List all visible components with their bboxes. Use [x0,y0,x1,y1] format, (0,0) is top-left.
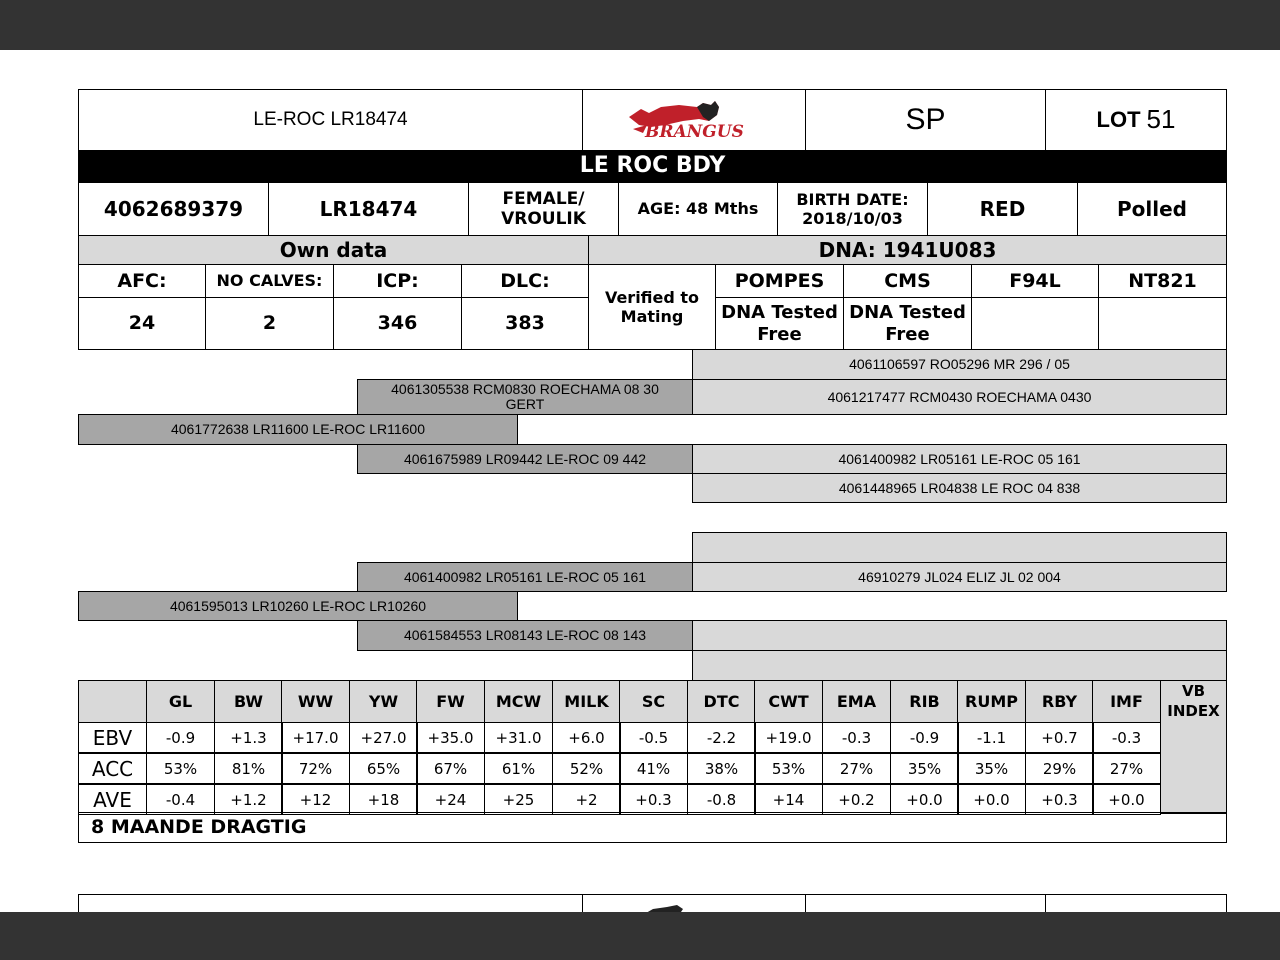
ebv-col-header-imf: IMF [1092,680,1161,723]
afc-value: 24 [78,297,206,350]
ebv-cell: 41% [619,753,688,784]
ebv-cell: +35.0 [416,722,485,753]
vb-index-header: VB INDEX [1160,680,1227,723]
no-calves-header: NO CALVES: [205,264,334,298]
ebv-cell: +27.0 [349,722,418,753]
pedigree-sire-dam-dam: 4061448965 LR04838 LE ROC 04 838 [692,473,1227,503]
pedigree-dam: 4061595013 LR10260 LE-ROC LR10260 [78,591,518,621]
dlc-header: DLC: [461,264,589,298]
pedigree-sire-sire-sire: 4061106597 RO05296 MR 296 / 05 [692,349,1227,380]
ebv-row-label-ave: AVE [78,784,147,815]
ebv-cell: -2.2 [687,722,756,753]
brangus-logo [582,89,806,151]
registration-number: 4062689379 [78,182,269,236]
icp-header: ICP: [333,264,462,298]
pedigree-sire-sire: 4061305538 RCM0830 ROECHAMA 08 30 GERT [357,379,693,415]
ebv-cell: 72% [281,753,350,784]
no-calves-value: 2 [205,297,334,350]
ebv-cell: -0.9 [890,722,959,753]
ebv-cell: +0.0 [957,784,1026,815]
age: AGE: 48 Mths [618,182,778,236]
ebv-cell: -0.8 [687,784,756,815]
animal-id: LR18474 [268,182,469,236]
ebv-col-header-cwt: CWT [754,680,823,723]
ebv-cell: -0.3 [1092,722,1161,753]
own-data-header: Own data [78,235,589,265]
birth-date: BIRTH DATE: 2018/10/03 [777,182,928,236]
ebv-cell: +1.2 [214,784,283,815]
dna-test-cms: CMS [843,264,972,298]
ebv-cell: 61% [484,753,553,784]
pedigree-dam-sire-dam: 46910279 JL024 ELIZ JL 02 004 [692,562,1227,592]
ebv-cell: +12 [281,784,350,815]
ebv-cell: 35% [957,753,1026,784]
ebv-cell: 53% [146,753,215,784]
dna-result-cms: DNA Tested Free [843,297,972,350]
dna-test-f94l: F94L [971,264,1099,298]
ebv-cell: +2 [552,784,621,815]
brangus-logo-text: BRANGUS [645,122,744,142]
ebv-cell: +0.2 [822,784,891,815]
dna-result-pompes: DNA Tested Free [715,297,844,350]
ebv-col-header-rump: RUMP [957,680,1026,723]
ebv-cell: 81% [214,753,283,784]
viewer-top-bar [0,0,1280,50]
colour: RED [927,182,1078,236]
sex: FEMALE/ VROULIK [468,182,619,236]
ebv-col-header-rib: RIB [890,680,959,723]
ebv-cell: -0.3 [822,722,891,753]
ebv-cell: +0.0 [890,784,959,815]
pregnancy-note: 8 MAANDE DRAGTIG [78,812,1227,843]
animal-name-id: LE-ROC LR18474 [78,89,583,151]
pedigree-sire-sire-dam: 4061217477 RCM0430 ROECHAMA 0430 [692,379,1227,415]
ebv-col-header-sc: SC [619,680,688,723]
ebv-cell: +1.3 [214,722,283,753]
ebv-col-header-dtc: DTC [687,680,756,723]
ebv-cell: +24 [416,784,485,815]
ebv-row-label-ebv: EBV [78,722,147,753]
ebv-cell: 35% [890,753,959,784]
pedigree-dam-dam-dam [692,650,1227,681]
ebv-cell: 29% [1025,753,1094,784]
dna-header: DNA: 1941U083 [588,235,1227,265]
ebv-cell: +31.0 [484,722,553,753]
lot-number: 51 [1146,104,1176,135]
lot-cell [1045,89,1227,151]
ebv-col-header-fw: FW [416,680,485,723]
ebv-cell: +0.3 [1025,784,1094,815]
ebv-col-header-ema: EMA [822,680,891,723]
ebv-cell: -1.1 [957,722,1026,753]
pedigree-dam-dam: 4061584553 LR08143 LE-ROC 08 143 [357,620,693,651]
icp-value: 346 [333,297,462,350]
dna-test-pompes: POMPES [715,264,844,298]
ebv-col-header-mcw: MCW [484,680,553,723]
sp-label: SP [805,89,1046,151]
verified-to-mating: Verified to Mating [588,264,716,350]
ebv-col-header-milk: MILK [552,680,621,723]
pedigree-dam-dam-sire [692,620,1227,651]
ebv-cell: -0.5 [619,722,688,753]
dlc-value: 383 [461,297,589,350]
afc-header: AFC: [78,264,206,298]
ebv-cell: +19.0 [754,722,823,753]
lot-label: LOT [1096,106,1141,132]
pedigree-sire-dam-sire: 4061400982 LR05161 LE-ROC 05 161 [692,444,1227,474]
viewer-bottom-bar [0,912,1280,960]
horn-status: Polled [1077,182,1227,236]
ebv-cell: 52% [552,753,621,784]
ebv-row-label-acc: ACC [78,753,147,784]
pedigree-dam-sire-sire [692,532,1227,563]
ebv-cell: 38% [687,753,756,784]
dna-result-f94l [971,297,1099,350]
ebv-cell: +0.0 [1092,784,1161,815]
ebv-cell: -0.9 [146,722,215,753]
ebv-cell: 53% [754,753,823,784]
ebv-cell: +25 [484,784,553,815]
ebv-cell: 67% [416,753,485,784]
ebv-cell: 65% [349,753,418,784]
ebv-col-header-rby: RBY [1025,680,1094,723]
ebv-col-header-bw: BW [214,680,283,723]
pedigree-sire-dam: 4061675989 LR09442 LE-ROC 09 442 [357,444,693,474]
ebv-cell: +18 [349,784,418,815]
ebv-cell: -0.4 [146,784,215,815]
vb-index-value [1160,722,1227,814]
ebv-cell: 27% [1092,753,1161,784]
dna-test-nt821: NT821 [1098,264,1227,298]
dna-result-nt821 [1098,297,1227,350]
ebv-cell: +6.0 [552,722,621,753]
ebv-cell: +0.3 [619,784,688,815]
ebv-cell: 27% [822,753,891,784]
ebv-corner [78,680,147,723]
animal-title: LE ROC BDY [78,150,1227,183]
ebv-cell: +0.7 [1025,722,1094,753]
ebv-col-header-ww: WW [281,680,350,723]
pedigree-sire: 4061772638 LR11600 LE-ROC LR11600 [78,414,518,445]
ebv-col-header-gl: GL [146,680,215,723]
ebv-cell: +17.0 [281,722,350,753]
ebv-col-header-yw: YW [349,680,418,723]
ebv-cell: +14 [754,784,823,815]
pedigree-dam-sire: 4061400982 LR05161 LE-ROC 05 161 [357,562,693,592]
